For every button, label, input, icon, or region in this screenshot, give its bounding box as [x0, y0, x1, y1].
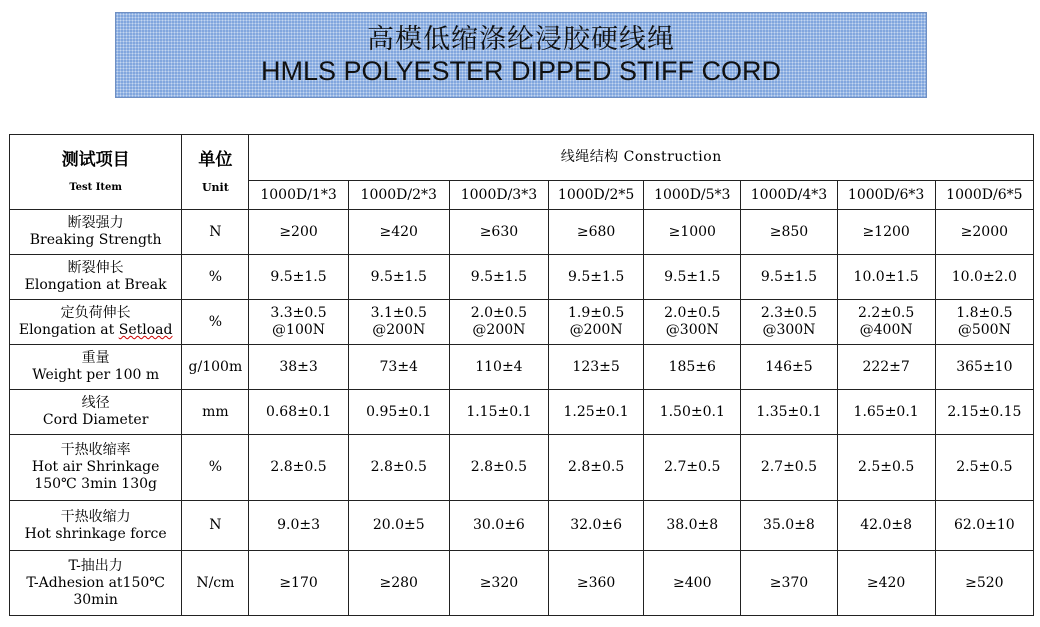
row-label-en: Elongation at Setload	[18, 322, 173, 338]
column-header: 1000D/1*3	[249, 181, 348, 210]
row-label	[10, 501, 182, 551]
table-cell: 146±5	[741, 345, 837, 390]
row-label-en: Weight per 100 m	[32, 367, 160, 383]
row-unit: N	[182, 210, 249, 255]
table-cell: 222±7	[837, 345, 935, 390]
table-cell	[935, 300, 1033, 345]
table-row-weight	[10, 345, 1034, 390]
column-header: 1000D/4*3	[741, 181, 837, 210]
spellcheck-underline: Setload	[118, 322, 173, 338]
header-unit	[182, 135, 249, 210]
table-cell: 20.0±5	[348, 501, 449, 551]
table-cell: 2.15±0.15	[935, 390, 1033, 435]
table-cell	[837, 300, 935, 345]
table-cell: 2.7±0.5	[644, 435, 741, 501]
row-label-cn: 定负荷伸长	[60, 305, 131, 321]
spec-table	[9, 134, 1034, 616]
table-cell: 2.8±0.5	[348, 435, 449, 501]
table-cell: 30.0±6	[449, 501, 548, 551]
cell-value: 2.0±0.5	[470, 305, 528, 321]
table-cell: 2.8±0.5	[549, 435, 644, 501]
table-cell: 123±5	[549, 345, 644, 390]
table-row-elongation-setload	[10, 300, 1034, 345]
table-cell: 42.0±8	[837, 501, 935, 551]
header-row-top	[10, 135, 1034, 181]
table-cell: ≥280	[348, 551, 449, 616]
table-cell: 10.0±2.0	[935, 255, 1033, 300]
header-construction: 线绳结构 Construction	[249, 135, 1034, 181]
table-cell: ≥1200	[837, 210, 935, 255]
table-cell: ≥680	[549, 210, 644, 255]
cell-load: @100N	[272, 322, 326, 338]
row-unit: mm	[182, 390, 249, 435]
table-cell: ≥420	[837, 551, 935, 616]
row-label-condition: 30min	[73, 591, 118, 608]
table-cell: 1.25±0.1	[549, 390, 644, 435]
header-unit-en: Unit	[201, 181, 229, 194]
title-cn: 高模低缩涤纶浸胶硬线绳	[367, 24, 675, 54]
table-cell: 2.7±0.5	[741, 435, 837, 501]
header-test-item-en: Test Item	[69, 182, 122, 193]
column-header: 1000D/5*3	[644, 181, 741, 210]
table-cell: 2.8±0.5	[249, 435, 348, 501]
row-label-cn: 干热收缩力	[60, 508, 131, 525]
table-cell: 9.5±1.5	[644, 255, 741, 300]
column-header: 1000D/6*3	[837, 181, 935, 210]
row-label	[10, 210, 182, 255]
cell-value: 3.1±0.5	[370, 305, 427, 321]
table-cell: 73±4	[348, 345, 449, 390]
table-row-hot-shrinkage-force	[10, 501, 1034, 551]
table-cell: ≥850	[741, 210, 837, 255]
table-cell: ≥200	[249, 210, 348, 255]
column-header: 1000D/6*5	[935, 181, 1033, 210]
row-label-cn: 干热收缩率	[60, 442, 131, 458]
cell-value: 1.8±0.5	[956, 305, 1013, 321]
column-header: 1000D/2*5	[549, 181, 644, 210]
row-unit: %	[182, 300, 249, 345]
cell-load: @200N	[472, 322, 526, 338]
table-cell: 185±6	[644, 345, 741, 390]
table-row-cord-diameter	[10, 390, 1034, 435]
table-row-breaking-strength	[10, 210, 1034, 255]
table-cell: ≥520	[935, 551, 1033, 616]
table-row-elongation-break	[10, 255, 1034, 300]
row-label-en: Hot shrinkage force	[24, 525, 167, 542]
table-cell: 110±4	[449, 345, 548, 390]
title-banner	[115, 12, 927, 98]
row-label-en: Cord Diameter	[42, 412, 149, 428]
table-row-t-adhesion	[10, 551, 1034, 616]
header-test-item-cn: 测试项目	[61, 150, 130, 170]
table-cell	[644, 300, 741, 345]
row-label-condition: 150℃ 3min 130g	[34, 476, 157, 492]
table-cell: 1.65±0.1	[837, 390, 935, 435]
table-cell: ≥630	[449, 210, 548, 255]
cell-load: @200N	[372, 322, 426, 338]
row-label-cn: 断裂强力	[67, 215, 124, 231]
row-label	[10, 390, 182, 435]
table-cell: ≥400	[644, 551, 741, 616]
table-cell: ≥1000	[644, 210, 741, 255]
column-header: 1000D/2*3	[348, 181, 449, 210]
table-cell: 2.5±0.5	[837, 435, 935, 501]
table-cell: 38.0±8	[644, 501, 741, 551]
table-cell: 38±3	[249, 345, 348, 390]
cell-value: 1.9±0.5	[567, 305, 625, 321]
row-label-cn: 重量	[81, 350, 110, 366]
row-label	[10, 255, 182, 300]
row-label-cn: 断裂伸长	[67, 260, 124, 276]
table-row-hot-air-shrinkage	[10, 435, 1034, 501]
row-label-en: Elongation at Break	[24, 277, 167, 293]
cell-load: @500N	[957, 322, 1011, 338]
cell-value: 3.3±0.5	[270, 305, 327, 321]
table-cell: 9.0±3	[249, 501, 348, 551]
row-unit: N	[182, 501, 249, 551]
table-cell: 9.5±1.5	[449, 255, 548, 300]
row-label-cn: 线径	[81, 395, 110, 411]
row-label-en: Breaking Strength	[29, 232, 162, 248]
table-cell	[348, 300, 449, 345]
row-unit: g/100m	[182, 345, 249, 390]
cell-value: 2.0±0.5	[664, 305, 721, 321]
row-unit: N/cm	[182, 551, 249, 616]
table-cell: 1.15±0.1	[449, 390, 548, 435]
cell-load: @300N	[665, 322, 719, 338]
table-cell	[549, 300, 644, 345]
row-label-en: Hot air Shrinkage	[31, 459, 160, 475]
table-cell: 9.5±1.5	[549, 255, 644, 300]
table-cell: ≥420	[348, 210, 449, 255]
row-unit: %	[182, 255, 249, 300]
table-cell: 1.35±0.1	[741, 390, 837, 435]
table-cell	[249, 300, 348, 345]
row-label	[10, 300, 182, 345]
cell-value: 2.3±0.5	[760, 305, 818, 321]
table-cell: ≥2000	[935, 210, 1033, 255]
table-cell	[741, 300, 837, 345]
table-cell: 62.0±10	[935, 501, 1033, 551]
row-unit: %	[182, 435, 249, 501]
cell-value: 2.2±0.5	[857, 305, 915, 321]
table-cell: ≥370	[741, 551, 837, 616]
table-cell: 0.95±0.1	[348, 390, 449, 435]
row-label	[10, 435, 182, 501]
row-label	[10, 345, 182, 390]
cell-load: @300N	[762, 322, 816, 338]
table-cell: 365±10	[935, 345, 1033, 390]
table-cell: 2.5±0.5	[935, 435, 1033, 501]
table-cell	[449, 300, 548, 345]
column-header: 1000D/3*3	[449, 181, 548, 210]
table-cell: 35.0±8	[741, 501, 837, 551]
cell-load: @200N	[569, 322, 623, 338]
cell-load: @400N	[859, 322, 913, 338]
table-cell: 2.8±0.5	[449, 435, 548, 501]
table-cell: 10.0±1.5	[837, 255, 935, 300]
table-cell: 0.68±0.1	[249, 390, 348, 435]
row-label-cn: T-抽出力	[68, 557, 123, 574]
table-cell: ≥320	[449, 551, 548, 616]
row-label	[10, 551, 182, 616]
table-cell: 1.50±0.1	[644, 390, 741, 435]
header-test-item	[10, 135, 182, 210]
table-cell: ≥360	[549, 551, 644, 616]
table-cell: 9.5±1.5	[249, 255, 348, 300]
header-unit-cn: 单位	[198, 150, 233, 170]
table-cell: 32.0±6	[549, 501, 644, 551]
table-cell: ≥170	[249, 551, 348, 616]
table-cell: 9.5±1.5	[741, 255, 837, 300]
table-cell: 9.5±1.5	[348, 255, 449, 300]
title-en: HMLS POLYESTER DIPPED STIFF CORD	[260, 56, 782, 86]
row-label-en: T-Adhesion at150℃	[26, 574, 165, 591]
